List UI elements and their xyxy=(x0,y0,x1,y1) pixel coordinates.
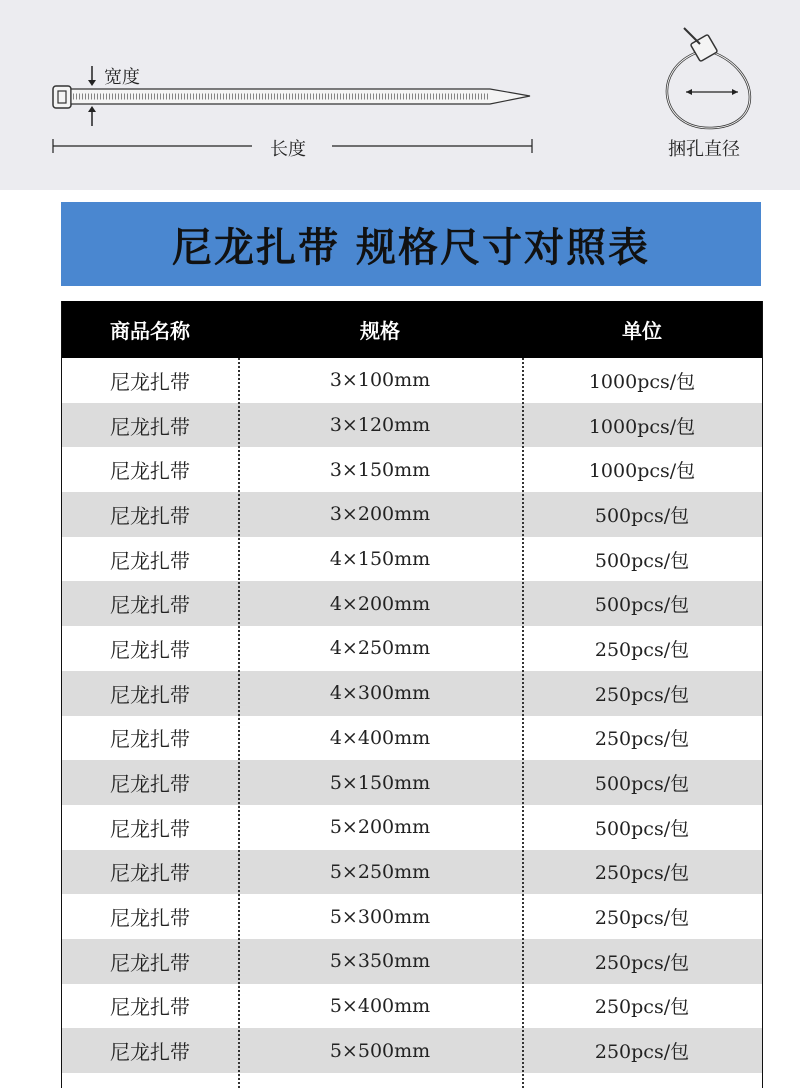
cell-spec: 5×200mm xyxy=(329,816,431,839)
cell-spec: 3×100mm xyxy=(329,369,431,392)
cell-spec: 4×300mm xyxy=(329,682,431,705)
table-row xyxy=(62,1028,762,1073)
cell-unit: 500pcs/包 xyxy=(594,773,690,796)
cell-product-name: 尼龙扎带 xyxy=(110,995,190,1020)
cell-product-name: 尼龙扎带 xyxy=(110,950,190,975)
cell-unit: 1000pcs/包 xyxy=(588,370,696,393)
cell-spec: 5×150mm xyxy=(329,771,431,794)
table-header xyxy=(62,301,762,358)
cell-unit: 250pcs/包 xyxy=(594,1041,690,1064)
column-divider xyxy=(238,358,240,1088)
width-label: 宽度 xyxy=(104,67,140,88)
table-row xyxy=(62,850,762,895)
spec-table xyxy=(61,301,763,1088)
cell-unit: 250pcs/包 xyxy=(594,951,690,974)
cell-product-name: 尼龙扎带 xyxy=(110,772,190,797)
cell-spec: 3×200mm xyxy=(329,503,431,526)
cell-product-name: 尼龙扎带 xyxy=(110,459,190,484)
cell-spec: 4×200mm xyxy=(329,592,431,615)
cable-tie-diagram xyxy=(0,0,800,190)
table-row xyxy=(62,492,762,537)
table-row xyxy=(62,805,762,850)
cell-spec: 3×120mm xyxy=(329,414,431,437)
table-row xyxy=(62,984,762,1029)
cell-product-name: 尼龙扎带 xyxy=(110,548,190,573)
table-row xyxy=(62,894,762,939)
cell-spec: 5×350mm xyxy=(329,950,431,973)
cell-unit: 500pcs/包 xyxy=(594,817,690,840)
loop-diameter-label: 捆孔直径 xyxy=(668,139,740,160)
table-row xyxy=(62,760,762,805)
cell-unit: 250pcs/包 xyxy=(594,862,690,885)
cell-spec: 5×250mm xyxy=(329,860,431,883)
cell-spec: 4×150mm xyxy=(329,548,431,571)
cell-product-name: 尼龙扎带 xyxy=(110,906,190,931)
cell-spec: 3×150mm xyxy=(329,458,431,481)
header-product-name: 商品名称 xyxy=(110,319,190,343)
cell-unit: 250pcs/包 xyxy=(594,728,690,751)
cell-spec: 4×400mm xyxy=(329,726,431,749)
cell-unit: 1000pcs/包 xyxy=(588,415,696,438)
cell-spec: 5×300mm xyxy=(329,905,431,928)
table-row xyxy=(62,537,762,582)
cell-product-name: 尼龙扎带 xyxy=(110,503,190,528)
header-unit: 单位 xyxy=(622,319,662,343)
cell-unit: 500pcs/包 xyxy=(594,549,690,572)
tie-head-shape xyxy=(53,86,71,108)
cell-product-name: 尼龙扎带 xyxy=(110,593,190,618)
table-row xyxy=(62,581,762,626)
cell-unit: 250pcs/包 xyxy=(594,638,690,661)
cell-unit: 500pcs/包 xyxy=(594,594,690,617)
cell-unit: 250pcs/包 xyxy=(594,907,690,930)
cell-spec: 5×400mm xyxy=(329,994,431,1017)
page-title: 尼龙扎带 规格尺寸对照表 xyxy=(172,223,650,271)
cell-unit: 1000pcs/包 xyxy=(588,460,696,483)
table-row xyxy=(62,358,762,403)
cell-unit: 250pcs/包 xyxy=(594,683,690,706)
title-banner xyxy=(61,202,761,286)
table-row xyxy=(62,447,762,492)
table-row xyxy=(62,939,762,984)
dimension-diagram-panel xyxy=(0,0,800,190)
cell-product-name: 尼龙扎带 xyxy=(110,369,190,394)
cell-product-name: 尼龙扎带 xyxy=(110,414,190,439)
cell-product-name: 尼龙扎带 xyxy=(110,682,190,707)
cell-spec: 5×500mm xyxy=(329,1039,431,1062)
cell-product-name: 尼龙扎带 xyxy=(110,637,190,662)
cell-spec: 4×250mm xyxy=(329,637,431,660)
table-row xyxy=(62,716,762,761)
header-spec: 规格 xyxy=(360,319,400,343)
table-row xyxy=(62,403,762,448)
cell-product-name: 尼龙扎带 xyxy=(110,816,190,841)
table-row xyxy=(62,671,762,716)
cell-product-name: 尼龙扎带 xyxy=(110,1040,190,1065)
cell-unit: 250pcs/包 xyxy=(594,996,690,1019)
cell-product-name: 尼龙扎带 xyxy=(110,727,190,752)
table-body xyxy=(62,358,762,1073)
cell-product-name: 尼龙扎带 xyxy=(110,861,190,886)
length-label: 长度 xyxy=(270,139,306,160)
column-divider xyxy=(522,358,524,1088)
cell-unit: 500pcs/包 xyxy=(594,504,690,527)
table-row xyxy=(62,626,762,671)
